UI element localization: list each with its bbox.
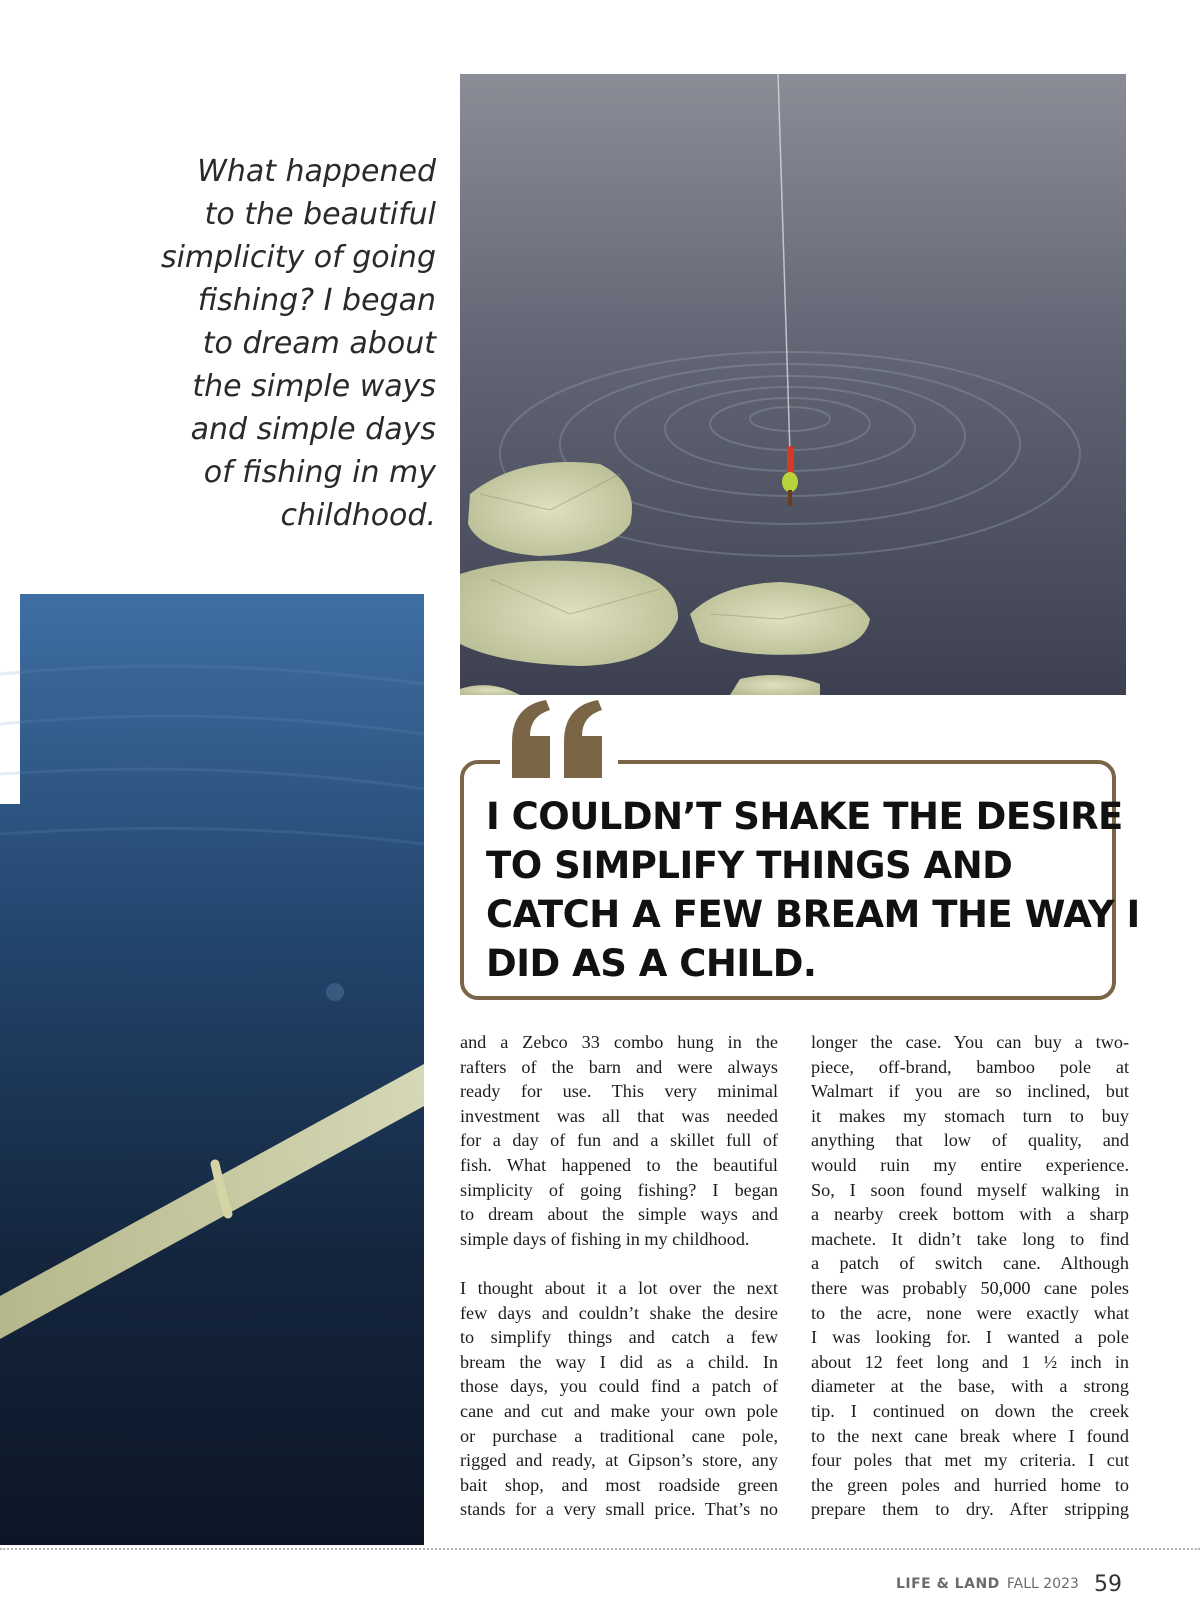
article-line: bait shop, and most roadside green: [460, 1474, 778, 1495]
article-line: tip. I continued on down the creek: [811, 1400, 1129, 1421]
pull-quote-line: I COULDN’T SHAKE THE DESIRE: [486, 795, 1123, 838]
cane-pole-water-photo: [0, 594, 424, 1545]
article-line: and a Zebco 33 combo hung in the: [460, 1032, 778, 1052]
article-line: bream the way I did as a child. In: [460, 1351, 778, 1372]
article-line: about 12 feet long and 1 ½ inch in: [811, 1351, 1129, 1372]
article-line: for a day of fun and a skillet full of: [460, 1130, 778, 1151]
side-pull-quote: [150, 150, 436, 537]
article-line: the green poles and hurried home to: [811, 1474, 1129, 1495]
pull-quote-line: CATCH A FEW BREAM THE WAY I: [486, 893, 1140, 936]
article-line: rigged and ready, at Gipson’s store, any: [460, 1450, 778, 1471]
article-line: longer the case. You can buy a two-: [811, 1032, 1129, 1052]
article-line: would ruin my entire experience.: [811, 1154, 1129, 1175]
article-line: to simplify things and catch a few: [460, 1327, 778, 1348]
lily-pad-bobber-photo: [460, 74, 1126, 695]
side-quote-line: of fishing in my: [203, 455, 436, 490]
side-quote-line: childhood.: [280, 498, 436, 533]
article-line: there was probably 50,000 cane poles: [811, 1277, 1129, 1298]
article-line: few days and couldn’t shake the desire: [460, 1302, 778, 1323]
side-quote-line: simplicity of going: [160, 240, 436, 275]
side-quote-line: the simple ways: [192, 369, 436, 404]
article-line: prepare them to dry. After stripping: [811, 1499, 1129, 1520]
quote-mark-icon: [500, 696, 618, 778]
article-line: simple days of fishing in my childhood.: [460, 1228, 750, 1249]
pull-quote-line: TO SIMPLIFY THINGS AND: [486, 844, 1013, 887]
article-line: anything that low of quality, and: [811, 1130, 1129, 1151]
pull-quote-line: DID AS A CHILD.: [486, 942, 817, 985]
article-line: piece, off-brand, bamboo pole at: [811, 1056, 1129, 1077]
article-line: to dream about the simple ways and: [460, 1204, 778, 1225]
article-line: a patch of switch cane. Although: [811, 1253, 1129, 1274]
article-column-left: [460, 1030, 778, 1522]
article-column-right: [811, 1030, 1129, 1522]
side-quote-line: and simple days: [190, 412, 436, 447]
article-line: machete. It didn’t take long to find: [811, 1228, 1129, 1249]
article-line: rafters of the barn and were always: [460, 1056, 778, 1077]
side-quote-line: fishing? I began: [197, 283, 436, 318]
side-quote-line: to dream about: [202, 326, 436, 361]
article-line: I was looking for. I wanted a pole: [811, 1327, 1129, 1348]
article-line: diameter at the base, with a strong: [811, 1376, 1129, 1397]
article-line: to the next cane break where I found: [811, 1425, 1129, 1446]
article-line: Walmart if you are so inclined, but: [811, 1081, 1129, 1102]
article-line: ready for use. This very minimal: [460, 1081, 778, 1102]
page-footer: [896, 1572, 1122, 1602]
paragraph-gap: [460, 1251, 778, 1276]
article-line: those days, you could find a patch of: [460, 1376, 778, 1397]
side-quote-line: to the beautiful: [204, 197, 436, 232]
article-line: investment was all that was needed: [460, 1105, 778, 1126]
article-line: I thought about it a lot over the next: [460, 1277, 778, 1298]
article-line: or purchase a traditional cane pole,: [460, 1425, 778, 1446]
article-line: fish. What happened to the beautiful: [460, 1154, 778, 1175]
footer-divider: [0, 1548, 1200, 1550]
article-line: four poles that met my criteria. I cut: [811, 1450, 1129, 1471]
article-line: simplicity of going fishing? I began: [460, 1179, 778, 1200]
pull-quote-text: [486, 792, 1140, 988]
article-line: it makes my stomach turn to buy: [811, 1105, 1129, 1126]
article-line: cane and cut and make your own pole: [460, 1400, 778, 1421]
article-line: So, I soon found myself walking in: [811, 1179, 1129, 1200]
side-quote-line: What happened: [197, 154, 436, 189]
page-number: 59: [1094, 1572, 1122, 1597]
article-line: a nearby creek bottom with a sharp: [811, 1204, 1129, 1225]
magazine-name: LIFE & LAND: [895, 1576, 1000, 1592]
article-line: stands for a very small price. That’s no: [460, 1499, 778, 1520]
article-line: to the acre, none were exactly what: [811, 1302, 1129, 1323]
issue-label: FALL 2023: [1006, 1576, 1079, 1592]
